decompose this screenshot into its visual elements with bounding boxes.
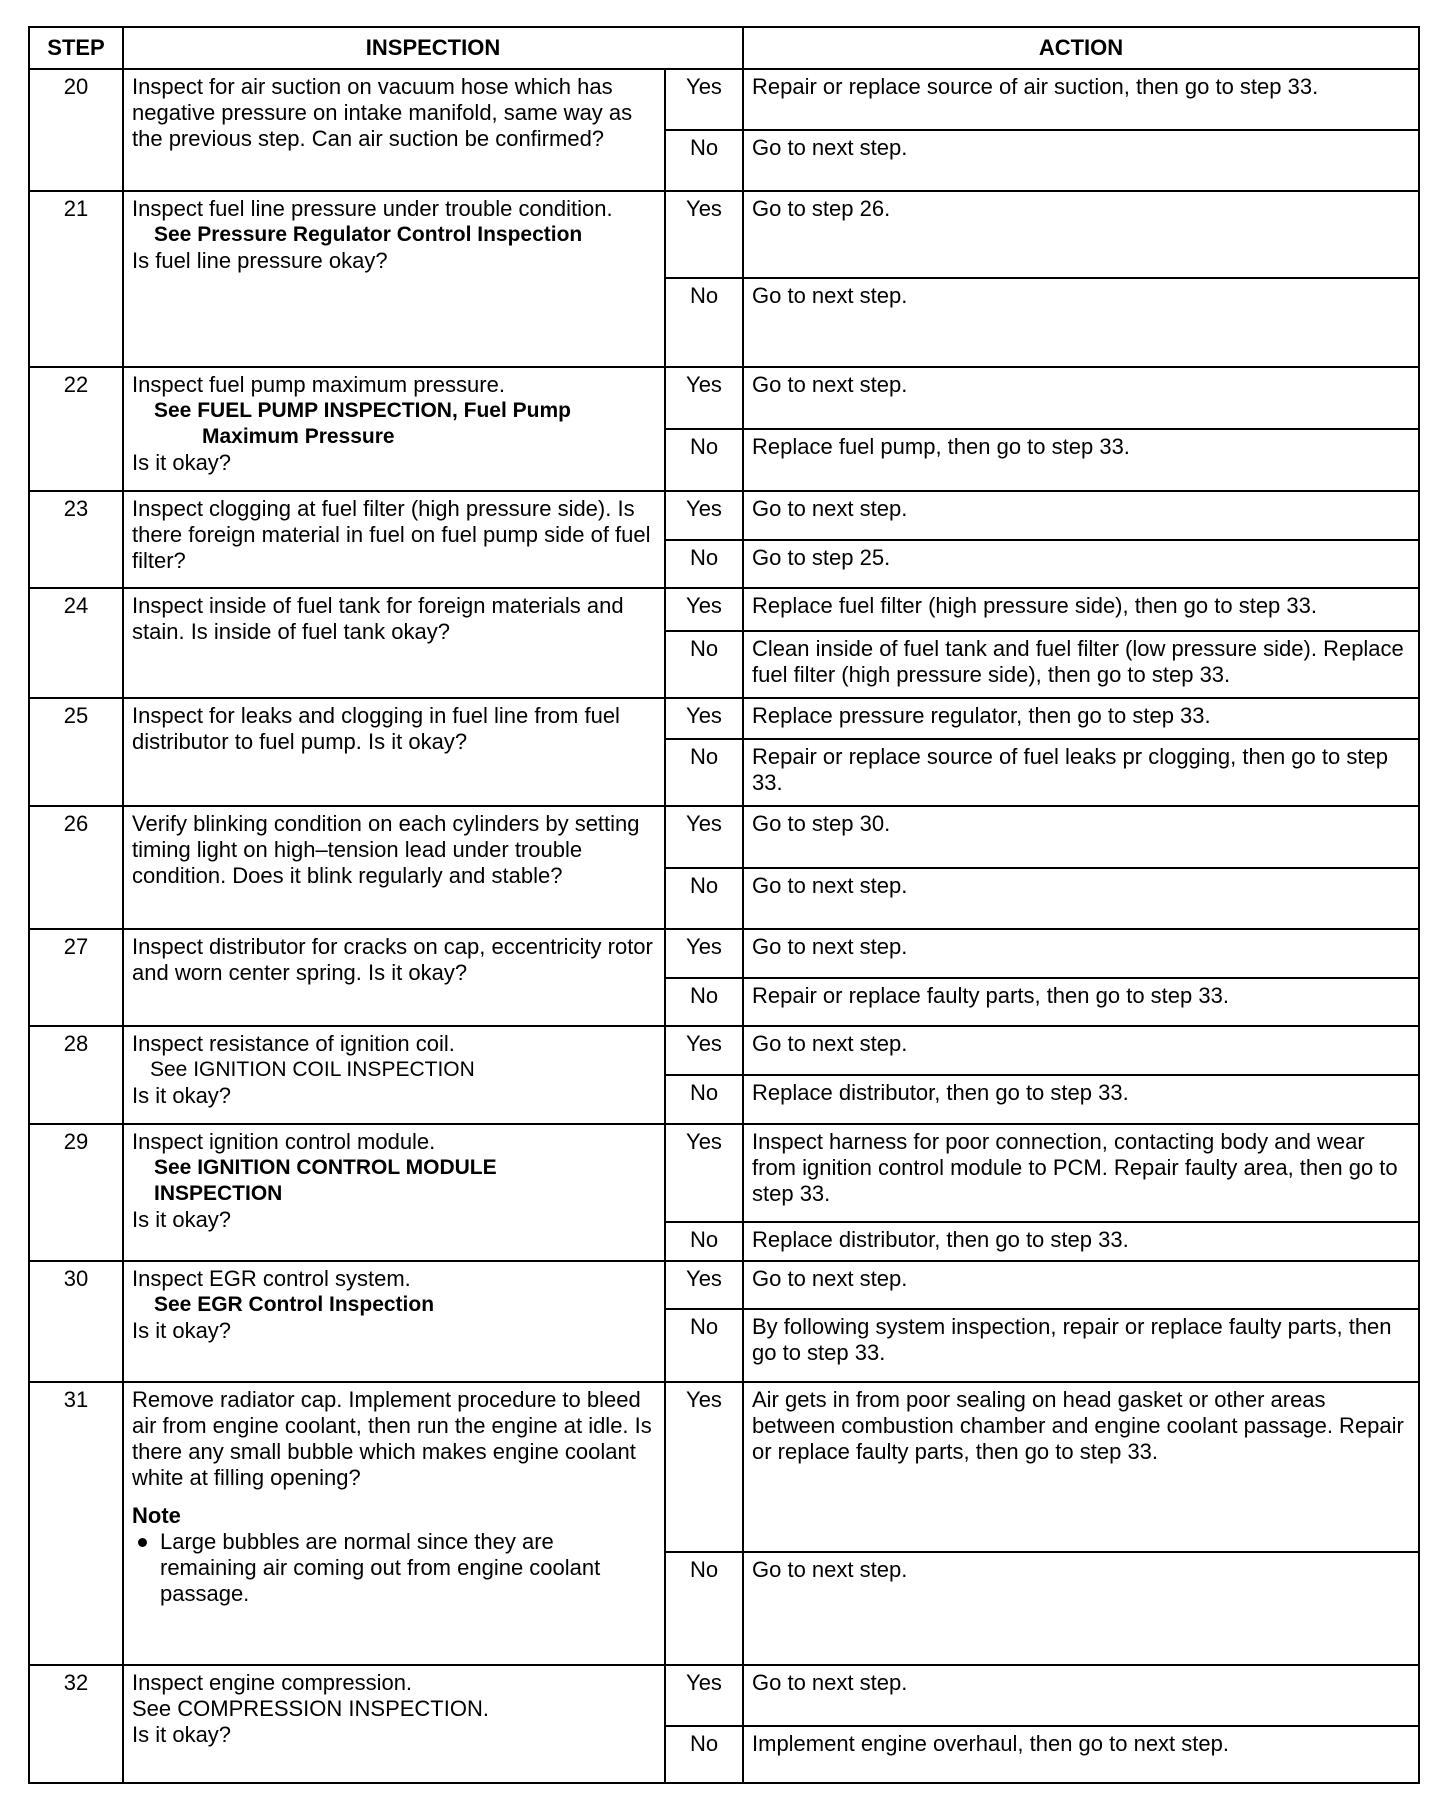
table-row [29, 491, 1419, 540]
inspection-cell [123, 1665, 665, 1783]
no-action: By following system inspection, repair or replace faulty parts, then go to step 33. [743, 1309, 1419, 1382]
yes-action: Go to next step. [743, 1026, 1419, 1075]
inspection-text: Inspect EGR control system. [132, 1265, 411, 1291]
table-row [29, 929, 1419, 978]
no-label: No [665, 1726, 743, 1783]
reference-link-cont: Maximum Pressure [202, 425, 395, 449]
inspection-cell [123, 1382, 665, 1665]
inspection-text: Inspect clogging at fuel filter (high pressure side). Is there foreign material in fuel on fuel pump side of fuel filter? [132, 495, 651, 573]
yes-action: Inspect harness for poor connection, contacting body and wear from ignition control module to PCM. Repair faulty area, then go to step 33. [743, 1124, 1419, 1222]
inspection-text: Inspect for air suction on vacuum hose which has negative pressure on intake manifold, same way as the previous step. Can air suction be confirmed? [132, 74, 633, 151]
yes-action: Replace fuel filter (high pressure side), then go to step 33. [743, 588, 1419, 631]
no-label: No [665, 278, 743, 367]
yes-label: Yes [665, 1026, 743, 1075]
inspection-cell [123, 367, 665, 491]
yes-action: Replace pressure regulator, then go to step 33. [743, 698, 1419, 740]
table-row [29, 1261, 1419, 1310]
table-row [29, 1026, 1419, 1075]
yes-label: Yes [665, 1124, 743, 1222]
table-row [29, 1665, 1419, 1726]
yes-label: Yes [665, 1261, 743, 1310]
inspection-text: Inspect distributor for cracks on cap, eccentricity rotor and worn center spring. Is it okay? [132, 933, 653, 985]
yes-action: Repair or replace source of air suction, then go to step 33. [743, 69, 1419, 130]
yes-label: Yes [665, 1382, 743, 1551]
inspection-question: Is it okay? [132, 1083, 232, 1109]
inspection-question: Is it okay? [132, 1206, 232, 1232]
no-action: Replace distributor, then go to step 33. [743, 1075, 1419, 1124]
yes-action: Go to step 26. [743, 191, 1419, 278]
yes-label: Yes [665, 367, 743, 429]
inspection-text: Inspect resistance of ignition coil. [132, 1031, 455, 1057]
step-number: 24 [29, 588, 123, 698]
step-number: 23 [29, 491, 123, 588]
reference-link: See Pressure Regulator Control Inspection [154, 222, 583, 246]
no-label: No [665, 631, 743, 698]
inspection-question: Is it okay? [132, 1722, 232, 1748]
yes-label: Yes [665, 491, 743, 540]
reference-link: See COMPRESSION INSPECTION. [132, 1696, 489, 1722]
reference-link: See EGR Control Inspection [154, 1292, 435, 1316]
no-action: Go to next step. [743, 868, 1419, 929]
table-header-row [29, 27, 1419, 69]
no-action: Go to step 25. [743, 540, 1419, 589]
step-number: 30 [29, 1261, 123, 1383]
no-action: Implement engine overhaul, then go to next step. [743, 1726, 1419, 1783]
no-label: No [665, 868, 743, 929]
step-number: 29 [29, 1124, 123, 1261]
header-inspection: INSPECTION [123, 27, 743, 69]
step-number: 25 [29, 698, 123, 807]
inspection-cell [123, 1261, 665, 1383]
no-label: No [665, 978, 743, 1027]
table-row [29, 1124, 1419, 1222]
inspection-question: Is it okay? [132, 1317, 232, 1343]
table-row [29, 806, 1419, 868]
no-label: No [665, 739, 743, 806]
inspection-cell [123, 491, 665, 588]
yes-action: Go to next step. [743, 1261, 1419, 1310]
no-action: Go to next step. [743, 278, 1419, 367]
yes-label: Yes [665, 929, 743, 978]
no-label: No [665, 1075, 743, 1124]
no-action: Go to next step. [743, 130, 1419, 191]
inspection-cell [123, 1124, 665, 1261]
step-number: 31 [29, 1382, 123, 1665]
inspection-cell [123, 806, 665, 929]
inspection-text: Inspect engine compression. [132, 1670, 413, 1696]
no-action: Replace fuel pump, then go to step 33. [743, 429, 1419, 491]
inspection-text: Inspect ignition control module. [132, 1128, 436, 1154]
inspection-question: Is fuel line pressure okay? [132, 247, 388, 273]
inspection-text: Verify blinking condition on each cylinders by setting timing light on high–tension lead under trouble condition. Does it blink regularly and stable? [132, 811, 640, 889]
step-number: 32 [29, 1665, 123, 1783]
inspection-cell [123, 1026, 665, 1123]
inspection-question: Is it okay? [132, 450, 232, 476]
yes-action: Go to step 30. [743, 806, 1419, 868]
yes-action: Go to next step. [743, 491, 1419, 540]
yes-action: Go to next step. [743, 367, 1419, 429]
diagnostic-table [28, 26, 1420, 1784]
no-label: No [665, 1552, 743, 1666]
yes-label: Yes [665, 191, 743, 278]
table-row [29, 698, 1419, 740]
no-action: Repair or replace faulty parts, then go to step 33. [743, 978, 1419, 1027]
no-label: No [665, 1222, 743, 1261]
diagnostic-document [28, 26, 1418, 1784]
yes-label: Yes [665, 588, 743, 631]
yes-label: Yes [665, 69, 743, 130]
note-title: Note [132, 1503, 181, 1529]
table-row [29, 69, 1419, 130]
inspection-text: Inspect fuel pump maximum pressure. [132, 372, 505, 398]
inspection-cell [123, 69, 665, 191]
inspection-text: Inspect inside of fuel tank for foreign materials and stain. Is inside of fuel tank okay? [132, 593, 624, 645]
inspection-text: Inspect for leaks and clogging in fuel line from fuel distributor to fuel pump. Is it okay? [132, 702, 620, 754]
reference-link: See IGNITION CONTROL MODULE [154, 1155, 497, 1179]
header-action: ACTION [743, 27, 1419, 69]
no-action: Clean inside of fuel tank and fuel filter (low pressure side). Replace fuel filter (high pressure side), then go to step 33. [743, 631, 1419, 698]
no-label: No [665, 130, 743, 191]
table-row [29, 367, 1419, 429]
yes-label: Yes [665, 698, 743, 740]
inspection-cell [123, 929, 665, 1026]
reference-link-cont: INSPECTION [154, 1181, 283, 1205]
inspection-text: Remove radiator cap. Implement procedure to bleed air from engine coolant, then run the engine at idle. Is there any small bubble which makes engine coolant white at filling opening? [132, 1387, 652, 1491]
reference-link: See IGNITION COIL INSPECTION [150, 1058, 475, 1082]
no-label: No [665, 429, 743, 491]
inspection-text: Inspect fuel line pressure under trouble condition. [132, 195, 613, 221]
reference-link: See FUEL PUMP INSPECTION, Fuel Pump [154, 399, 571, 423]
no-action: Go to next step. [743, 1552, 1419, 1666]
note-bullet: Large bubbles are normal since they are remaining air coming out from engine coolant passage. [132, 1529, 656, 1607]
inspection-cell [123, 698, 665, 807]
table-row [29, 1382, 1419, 1551]
inspection-cell [123, 588, 665, 698]
step-number: 27 [29, 929, 123, 1026]
step-number: 20 [29, 69, 123, 191]
step-number: 21 [29, 191, 123, 367]
step-number: 22 [29, 367, 123, 491]
no-label: No [665, 1309, 743, 1382]
no-label: No [665, 540, 743, 589]
yes-action: Go to next step. [743, 929, 1419, 978]
yes-action: Go to next step. [743, 1665, 1419, 1726]
no-action: Replace distributor, then go to step 33. [743, 1222, 1419, 1261]
step-number: 28 [29, 1026, 123, 1123]
table-row [29, 191, 1419, 278]
step-number: 26 [29, 806, 123, 929]
inspection-cell [123, 191, 665, 367]
table-row [29, 588, 1419, 631]
yes-action: Air gets in from poor sealing on head gasket or other areas between combustion chamber and engine coolant passage. Repair or replace faulty parts, then go to step 33. [743, 1382, 1419, 1551]
header-step: STEP [29, 27, 123, 69]
no-action: Repair or replace source of fuel leaks pr clogging, then go to step 33. [743, 739, 1419, 806]
yes-label: Yes [665, 806, 743, 868]
yes-label: Yes [665, 1665, 743, 1726]
